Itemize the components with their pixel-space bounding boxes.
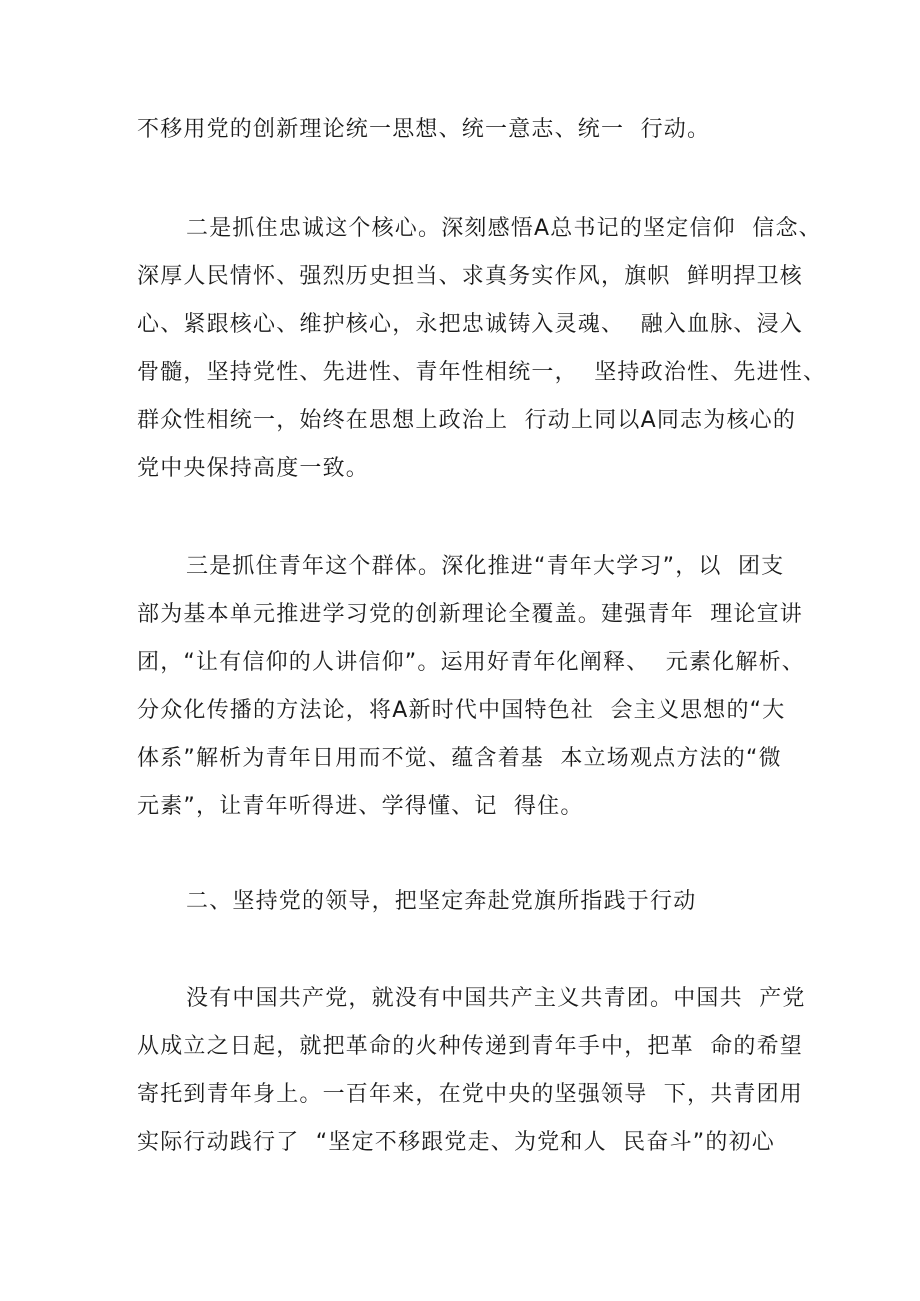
paragraph-line: 没有中国共产党，就没有中国共产主义共青团。中国共 产党 <box>186 986 806 1011</box>
paragraph-line: 从成立之日起，就把革命的火种传递到青年手中，把革 命的希望 <box>137 1034 803 1059</box>
paragraph-line: 实际行动践行了 “坚定不移跟党走、为党和人 民奋斗”的初心 <box>137 1130 775 1155</box>
paragraph-line: 不移用党的创新理论统一思想、统一意志、统一 行动。 <box>137 117 711 142</box>
paragraph-line: 寄托到青年身上。一百年来，在党中央的坚强领导 下，共青团用 <box>137 1082 803 1107</box>
paragraph-line: 二是抓住忠诚这个核心。深刻感悟A总书记的坚定信仰 信念、 <box>186 216 822 241</box>
paragraph-line: 深厚人民情怀、强烈历史担当、求真务实作风，旗帜 鲜明捍卫核 <box>137 264 803 289</box>
paragraph-line: 心、紧跟核心、维护核心，永把忠诚铸入灵魂、 融入血脉、浸入 <box>137 312 803 337</box>
paragraph-line: 元素”，让青年听得进、学得懂、记 得住。 <box>137 794 584 819</box>
paragraph-line: 群众性相统一，始终在思想上政治上 行动上同以A同志为核心的 <box>137 408 797 433</box>
paragraph-line: 分众化传播的方法论，将A新时代中国特色社 会主义思想的“大 <box>137 698 786 723</box>
paragraph-line: 体系”解析为青年日用而不觉、蕴含着基 本立场观点方法的“微 <box>137 746 782 771</box>
paragraph-line: 三是抓住青年这个群体。深化推进“青年大学习”，以 团支 <box>186 554 785 579</box>
section-heading: 二、坚持党的领导，把坚定奔赴党旗所指践于行动 <box>186 889 697 914</box>
paragraph-line: 团，“让有信仰的人讲信仰”。运用好青年化阐释、 元素化解析、 <box>137 650 805 675</box>
paragraph-line: 党中央保持高度一致。 <box>137 456 370 481</box>
paragraph-line: 部为基本单元推进学习党的创新理论全覆盖。建强青年 理论宣讲 <box>137 602 803 627</box>
paragraph-line: 骨髓，坚持党性、先进性、青年性相统一， 坚持政治性、先进性、 <box>137 360 827 385</box>
